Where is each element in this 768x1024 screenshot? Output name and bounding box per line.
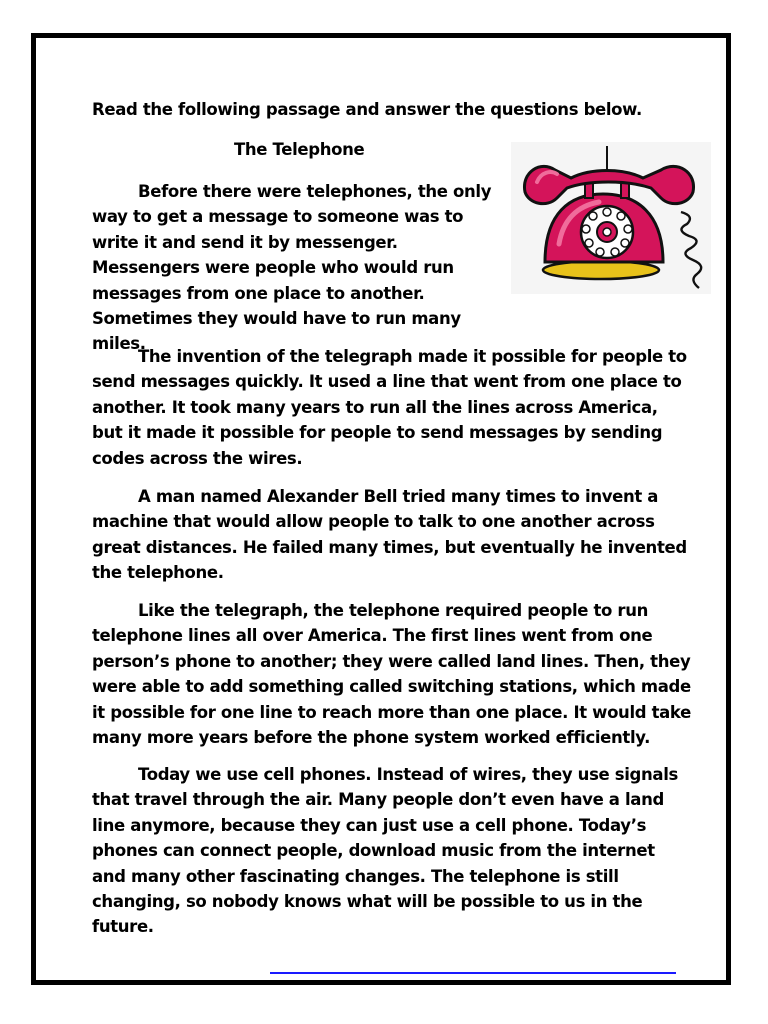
- paragraph-text: A man named Alexander Bell tried many times to invent a machine that would allow people to talk to one another across great distances. He failed many times, but eventually he invented the telephone.: [92, 487, 687, 583]
- answer-line: [270, 972, 676, 974]
- paragraph-text: Before there were telephones, the only way to get a message to someone was to write it and send it by messenger. Messengers were people who would run messages from one place to another. Sometimes they would have to run many miles.: [92, 182, 492, 354]
- passage-paragraph: [92, 484, 692, 586]
- rotary-telephone-icon: [511, 142, 711, 294]
- passage-paragraph: [92, 598, 692, 750]
- instructions-heading: Read the following passage and answer the questions below.: [92, 100, 642, 119]
- passage-paragraph: [92, 179, 492, 357]
- paragraph-text: Like the telegraph, the telephone required people to run telephone lines all over America. The first lines went from one person’s phone to another; they were called land lines. Then, they were able to add something called switching stations, which made it possible for one line to reach more than one place. It would take many more years before the phone system worked efficiently.: [92, 601, 691, 748]
- passage-paragraph: [92, 344, 692, 471]
- paragraph-text: Today we use cell phones. Instead of wires, they use signals that travel through the air. Many people don’t even have a land line anymore, because they can just use a cell phone. Today’s phones can connect people, download music from the internet and many other fascinating changes. The telephone is still changing, so nobody knows what will be possible to us in the future.: [92, 765, 678, 937]
- worksheet-page: [31, 33, 731, 985]
- paragraph-text: The invention of the telegraph made it possible for people to send messages quickly. It used a line that went from one place to another. It took many years to run all the lines across America, but it made it possible for people to send messages by sending codes across the wires.: [92, 347, 687, 468]
- passage-title: The Telephone: [234, 140, 365, 159]
- passage-paragraph: [92, 762, 692, 940]
